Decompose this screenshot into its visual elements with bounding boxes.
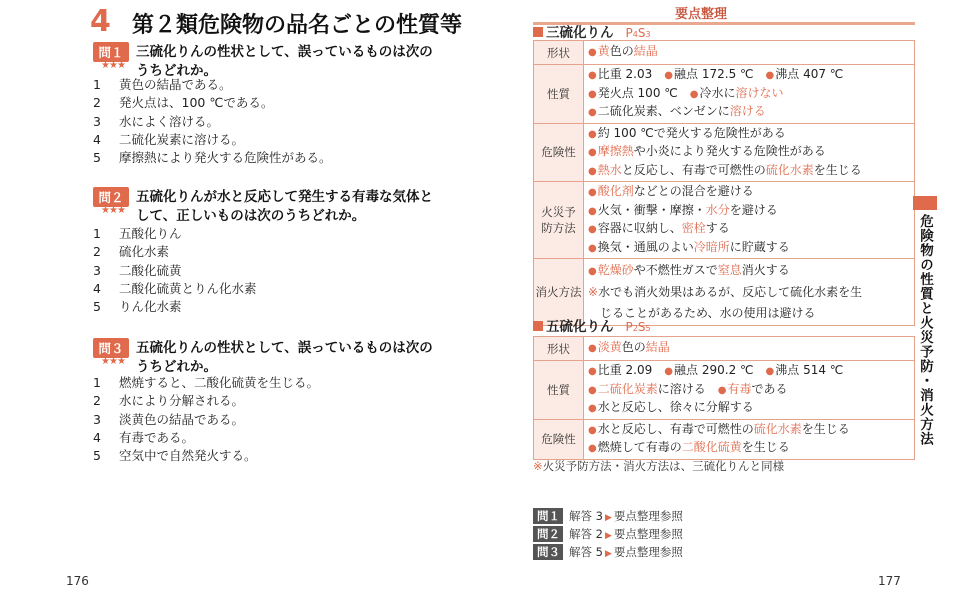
answer-3: 問３ 解答 5 ▶ 要点整理参照 [533,544,683,560]
question-2 [93,187,443,315]
key-points-title: 要点整理 [675,7,728,22]
section-heading-p2s5: 五硫化りん P2S5 [533,315,651,335]
side-tab-marker [913,196,937,210]
question-1-stars: ★★★ [101,60,125,71]
triangle-right-icon: ▶ [604,513,612,523]
formula: P2S5 [625,320,651,334]
option: 5 りん化水素 [93,299,182,315]
option: 5 摩擦熱により発火する危険性がある。 [93,150,332,166]
row-label: 形状 [534,337,584,361]
question-1-text: 三硫化りんの性状として、誤っているものは次の うちどれか。 [136,44,433,79]
note: ※火災予防方法・消火方法は、三硫化りんと同様 [533,459,785,473]
row-value: ●淡黄色の結晶 [584,337,915,361]
question-3-badge: 問３ [93,338,129,358]
option: 2 発火点は、100 ℃である。 [93,95,274,111]
right-page [485,0,970,600]
table-row [534,65,915,124]
option: 1 五酸化りん [93,226,182,241]
row-label: 形状 [534,41,584,65]
question-2-stars: ★★★ [101,205,125,216]
chapter-title: 第２類危険物の品名ごとの性質等 [132,13,463,38]
question-2-badge: 問２ [93,187,129,207]
option: 1 燃焼すると、二酸化硫黄を生じる。 [93,375,320,390]
option: 2 水により分解される。 [93,393,245,409]
question-3-options [93,374,319,465]
table-row [534,123,915,182]
question-3-text: 五硫化りんの性状として、誤っているものは次の うちどれか。 [136,340,433,375]
row-value: ●黄色の結晶 [584,41,915,65]
question-3 [93,338,443,464]
question-1-options [93,76,332,167]
page-number-left: 176 [66,574,89,588]
option: 1 黄色の結晶である。 [93,77,232,92]
table-row [534,41,915,65]
side-chapter-label: 危険物の性質と火災予防・消火方法 [917,214,933,446]
question-2-text: 五硫化りんが水と反応して発生する有毒な気体と して、正しいものは次のうちどれか。 [136,189,433,224]
option: 3 水によく溶ける。 [93,113,220,129]
formula: P4S3 [625,26,651,40]
table-row [534,419,915,459]
square-bullet-icon [533,27,543,37]
table-row [534,361,915,420]
chapter-number: 4 [90,4,111,39]
page-number-right: 177 [878,574,901,588]
option: 2 硫化水素 [93,244,170,260]
option: 3 二酸化硫黄 [93,262,182,278]
square-bullet-icon [533,321,543,331]
option: 5 空気中で自然発火する。 [93,448,257,464]
row-label: 火災予 防方法 [534,182,584,259]
question-2-options [93,225,257,316]
question-1-badge: 問１ [93,42,129,62]
row-value: ●比重 2.09 ●融点 290.2 ℃ ●沸点 514 ℃ ●二硫化炭素に溶ける ●有毒である ●水と反応し、徐々に分解する [584,361,915,420]
triangle-right-icon: ▶ [604,549,612,559]
table-row [534,182,915,259]
row-label: 消火方法 [534,259,584,326]
question-1 [93,42,443,166]
row-label: 危険性 [534,123,584,182]
section-heading-p4s3: 三硫化りん P4S3 [533,21,651,41]
question-3-stars: ★★★ [101,356,125,367]
answer-2: 問２ 解答 2 ▶ 要点整理参照 [533,526,683,542]
table-p2s5 [533,336,915,460]
row-value: ●約 100 ℃で発火する危険性がある ●摩擦熱や小炎により発火する危険性がある ●熱水と反応し、有毒で可燃性の硫化水素を生じる [584,123,915,182]
option: 4 有毒である。 [93,429,195,445]
table-row [534,337,915,361]
row-value: ●酸化剤などとの混合を避ける ●火気・衝撃・摩擦・水分を避ける ●容器に収納し、密栓する ●換気・通風のよい冷暗所に貯蔵する [584,182,915,259]
option: 4 二酸化硫黄とりん化水素 [93,280,257,296]
option: 4 二硫化炭素に溶ける。 [93,131,245,147]
row-label: 性質 [534,361,584,420]
row-value: ●水と反応し、有毒で可燃性の硫化水素を生じる ●燃焼して有毒の二酸化硫黄を生じる [584,419,915,459]
row-value: ●比重 2.03 ●融点 172.5 ℃ ●沸点 407 ℃ ●発火点 100 ℃ ●冷水に溶けない ●二硫化炭素、ベンゼンに溶ける [584,65,915,124]
row-value: ●乾燥砂や不燃性ガスで窒息消火する ※水でも消火効果はあるが、反応して硫化水素を生 じることがあるため、水の使用は避ける [584,259,915,326]
row-label: 性質 [534,65,584,124]
row-label: 危険性 [534,419,584,459]
table-p4s3 [533,40,915,326]
option: 3 淡黄色の結晶である。 [93,411,245,427]
triangle-right-icon: ▶ [604,531,612,541]
bullet-dot-icon: ● [588,47,597,59]
answer-1: 問１ 解答 3 ▶ 要点整理参照 [533,508,683,524]
